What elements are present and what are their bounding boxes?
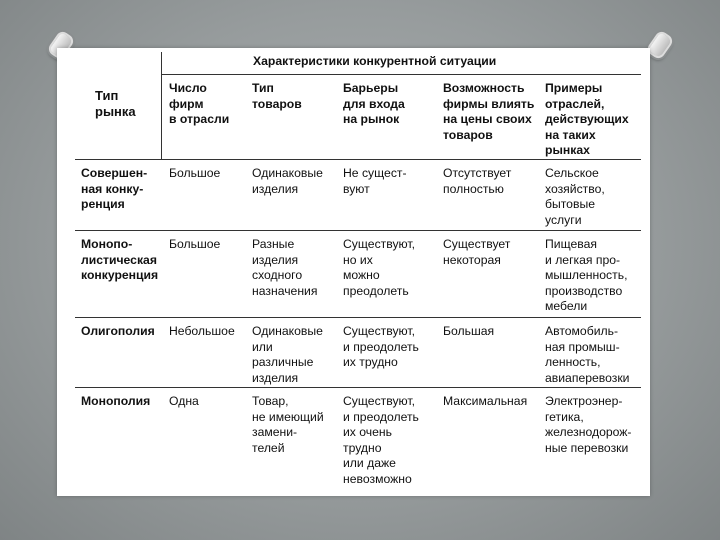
row-monopoly-type: Монополия <box>81 394 151 408</box>
row-oligopoly-examples: Автомобиль- ная промыш- ленность, авиаперевозки <box>545 324 630 385</box>
row-perfect-competition-barriers: Не сущест- вуют <box>343 166 407 196</box>
super-header-rule <box>161 74 641 75</box>
row-perfect-competition-goods: Одинаковые изделия <box>252 166 323 196</box>
slide <box>57 48 650 496</box>
column-header-market-type: Тип рынка <box>95 88 136 119</box>
row-monopolistic-competition-price-influence: Существует некоторая <box>443 237 511 267</box>
column-header-examples: Примеры отраслей, действующих на таких рынках <box>545 81 629 157</box>
row-monopolistic-competition-examples: Пищевая и легкая про- мышленность, производство мебели <box>545 237 628 313</box>
row-perfect-competition-firms: Большое <box>169 166 221 180</box>
table-row-divider <box>75 159 641 160</box>
row-oligopoly-firms: Небольшое <box>169 324 235 338</box>
column-header-price-influence: Возможность фирмы влиять на цены своих товаров <box>443 81 535 142</box>
row-oligopoly-type: Олигополия <box>81 324 155 338</box>
column-header-goods-type: Тип товаров <box>252 81 302 111</box>
super-header: Характеристики конкурентной ситуации <box>253 54 497 68</box>
column-header-entry-barriers: Барьеры для входа на рынок <box>343 81 405 126</box>
table-row-divider <box>75 317 641 318</box>
row-perfect-competition-price-influence: Отсутствует полностью <box>443 166 512 196</box>
column-header-firm-count: Число фирм в отрасли <box>169 81 230 126</box>
row-perfect-competition-examples: Сельское хозяйство, бытовые услуги <box>545 166 605 227</box>
row-monopolistic-competition-firms: Большое <box>169 237 221 251</box>
table-row-divider <box>75 230 641 231</box>
row-monopolistic-competition-barriers: Существуют, но их можно преодолеть <box>343 237 416 298</box>
row-oligopoly-barriers: Существуют, и преодолеть их трудно <box>343 324 419 369</box>
row-monopoly-examples: Электроэнер- гетика, железнодорож- ные перевозки <box>545 394 632 455</box>
table-row-divider <box>75 387 641 388</box>
row-perfect-competition-type: Совершен- ная конку- ренция <box>81 166 148 211</box>
row-oligopoly-goods: Одинаковые или различные изделия <box>252 324 323 385</box>
row-monopoly-firms: Одна <box>169 394 199 408</box>
row-monopolistic-competition-type: Монопо- листическая конкуренция <box>81 237 159 282</box>
row-monopoly-goods: Товар, не имеющий замени- телей <box>252 394 324 455</box>
header-divider <box>161 52 162 160</box>
row-monopoly-barriers: Существуют, и преодолеть их очень трудно или даже невозможно <box>343 394 419 486</box>
row-monopolistic-competition-goods: Разные изделия сходного назначения <box>252 237 318 298</box>
row-oligopoly-price-influence: Большая <box>443 324 495 338</box>
row-monopoly-price-influence: Максимальная <box>443 394 528 408</box>
